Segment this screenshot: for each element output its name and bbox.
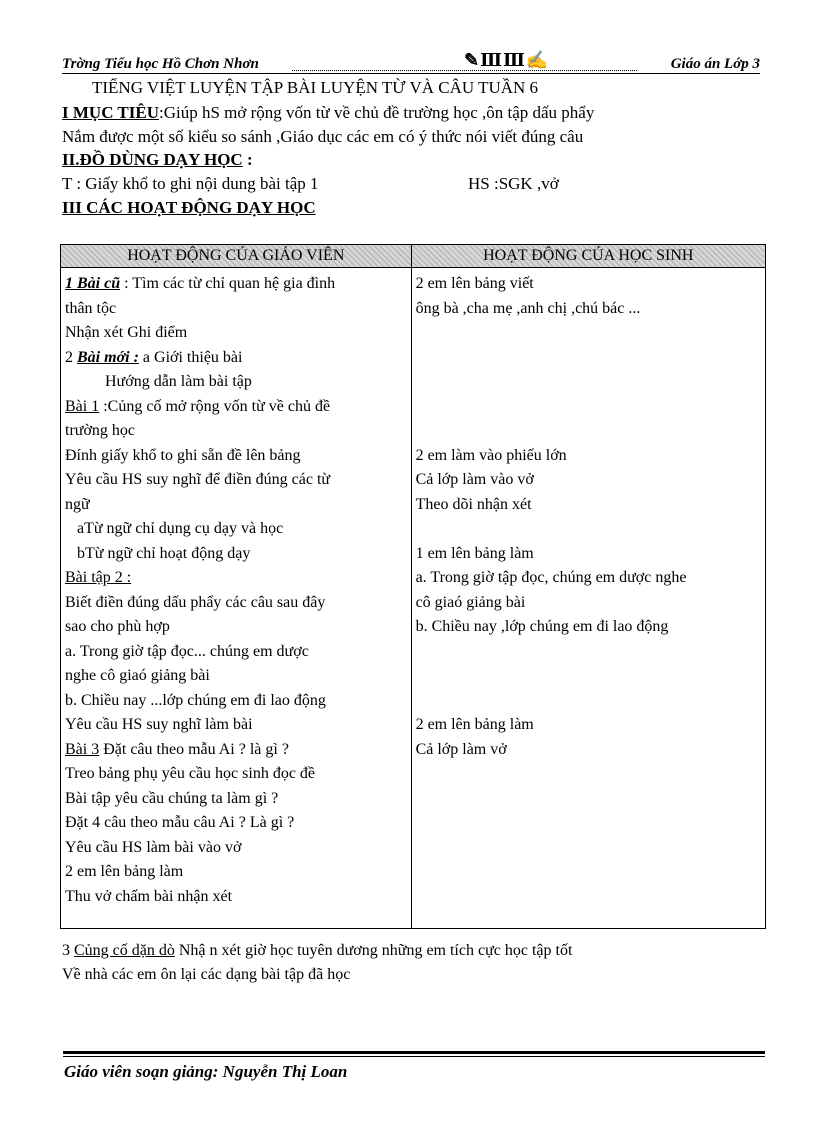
student-line: a. Trong giờ tập đọc, chúng em dược nghe <box>415 569 687 586</box>
activities-table <box>60 244 766 929</box>
new-lesson-label: Bài mới : <box>77 348 139 366</box>
lesson-title: TIẾNG VIỆT LUYỆN TẬP BÀI LUYỆN TỪ VÀ CÂU TUẦN 6 <box>92 78 539 97</box>
closing-line-1 <box>62 942 572 960</box>
materials-teacher: T : Giấy khổ to ghi nội dung bài tập 1 <box>62 174 319 193</box>
teacher-line: Bài tập yêu cầu chúng ta làm gì ? <box>65 789 279 807</box>
student-activities-cell <box>411 268 765 929</box>
teacher-line: Thu vở chấm bài nhận xét <box>65 887 233 905</box>
student-line: 2 em làm vào phiếu lớn <box>415 446 567 464</box>
teacher-line: Đặt câu theo mẫu Ai ? là gì ? <box>99 740 289 758</box>
teacher-line: ngữ <box>65 495 90 513</box>
materials-heading: II.ĐỒ DÙNG DẠY HỌC <box>62 150 243 169</box>
student-line: 2 em lên bảng viết <box>415 275 534 292</box>
student-line: Cả lớp làm vào vở <box>415 471 534 488</box>
exercise-1-label: Bài 1 <box>65 397 100 415</box>
table-header-row <box>61 245 766 268</box>
objectives-text-2: Nắm được một số kiểu so sánh ,Giáo dục các em có ý thức nói viết đúng câu <box>62 127 584 146</box>
grade-label: Giáo án Lớp 3 <box>670 56 760 72</box>
teacher-line: 2 em lên bảng làm <box>65 863 184 880</box>
teacher-column-header: HOẠT ĐỘNG CỦA GIÁO VIÊN <box>61 245 412 268</box>
teacher-line: nghe cô giaó giảng bài <box>65 667 210 684</box>
objectives-text-1: :Giúp hS mở rộng vốn từ về chủ đề trường học ,ôn tập dấu phẩy <box>158 103 595 122</box>
footer-teacher-name: Giáo viên soạn giảng: Nguyễn Thị Loan <box>64 1062 348 1081</box>
student-column-header: HOẠT ĐỘNG CỦA HỌC SINH <box>411 245 765 268</box>
teacher-line: : Tìm các từ chỉ quan hệ gia đình <box>120 275 336 292</box>
teacher-line: Nhận xét Ghi điểm <box>65 324 188 341</box>
exercise-2-label: Bài tập 2 : <box>65 569 132 586</box>
teacher-line: Treo bảng phụ yêu cầu học sinh đọc đề <box>65 765 316 782</box>
teacher-line: Hướng dẫn làm bài tập <box>105 373 252 390</box>
closing-text: Nhậ n xét giờ học tuyên dương những em tích cực học tập tốt <box>174 942 573 959</box>
page-header <box>62 50 760 78</box>
student-line: b. Chiều nay ,lớp chúng em đi lao động <box>415 618 669 635</box>
student-line: Cả lớp làm vở <box>415 740 507 758</box>
teacher-line: trường học <box>65 422 136 439</box>
teacher-line: Đặt 4 câu theo mẫu câu Ai ? Là gì ? <box>65 814 295 831</box>
teacher-line: Biết điền đúng dấu phẩy các câu sau đây <box>65 593 326 611</box>
footer-rule-thin <box>63 1056 765 1057</box>
teacher-line: Yêu cầu HS làm bài vào vở <box>65 838 242 856</box>
exercise-3-label: Bài 3 <box>65 740 100 758</box>
teacher-activities-cell <box>61 268 412 929</box>
teacher-line: a Giới thiệu bài <box>138 348 243 366</box>
teacher-line: :Củng cố mở rộng vốn từ về chủ đề <box>99 397 331 415</box>
school-name: Trờng Tiểu học Hồ Chơn Nhơn <box>62 56 259 72</box>
teacher-line-number: 2 <box>65 348 77 366</box>
footer-rule-thick <box>63 1051 765 1054</box>
student-line: 1 em lên bảng làm <box>415 544 534 562</box>
student-line: Theo dõi nhận xét <box>415 495 532 513</box>
student-line: ông bà ,cha mẹ ,anh chị ,chú bác ... <box>415 299 641 317</box>
objectives-heading: I MỤC TIÊU <box>62 103 159 122</box>
header-rule <box>62 73 760 74</box>
closing-line-2: Về nhà các em ôn lại các dạng bài tập đã học <box>62 966 351 983</box>
teacher-line: bTừ ngữ chỉ hoạt động dạy <box>77 544 251 562</box>
teacher-line: Yêu cầu HS suy nghĩ để điền đúng các từ <box>65 471 331 488</box>
table-body-row <box>61 268 766 929</box>
teacher-line: Đính giấy khổ to ghi sẵn đề lên bảng <box>65 446 301 464</box>
student-line: 2 em lên bảng làm <box>415 716 534 733</box>
materials-student: HS :SGK ,vở <box>468 174 559 193</box>
teacher-line: a. Trong giờ tập đọc... chúng em dược <box>65 642 309 660</box>
teacher-line: thân tộc <box>65 299 117 317</box>
student-line: cô giaó giảng bài <box>415 593 526 611</box>
header-ornament-icon: ✎ⅢⅢ✍ <box>464 50 550 70</box>
teacher-line: aTừ ngữ chỉ dụng cụ dạy và học <box>77 520 284 537</box>
activities-heading: III CÁC HOẠT ĐỘNG DẠY HỌC <box>62 198 316 217</box>
closing-label: Củng cố dặn dò <box>74 942 175 959</box>
closing-number: 3 <box>62 942 74 959</box>
old-lesson-label: 1 Bài cũ <box>65 275 121 292</box>
teacher-line: sao cho phù hợp <box>65 618 170 635</box>
materials-colon: : <box>242 150 253 169</box>
teacher-line: b. Chiều nay ...lớp chúng em đi lao động <box>65 691 326 709</box>
materials-heading-line <box>62 150 253 170</box>
teacher-line: Yêu cầu HS suy nghĩ làm bài <box>65 716 253 733</box>
objectives-line-1 <box>62 103 594 123</box>
